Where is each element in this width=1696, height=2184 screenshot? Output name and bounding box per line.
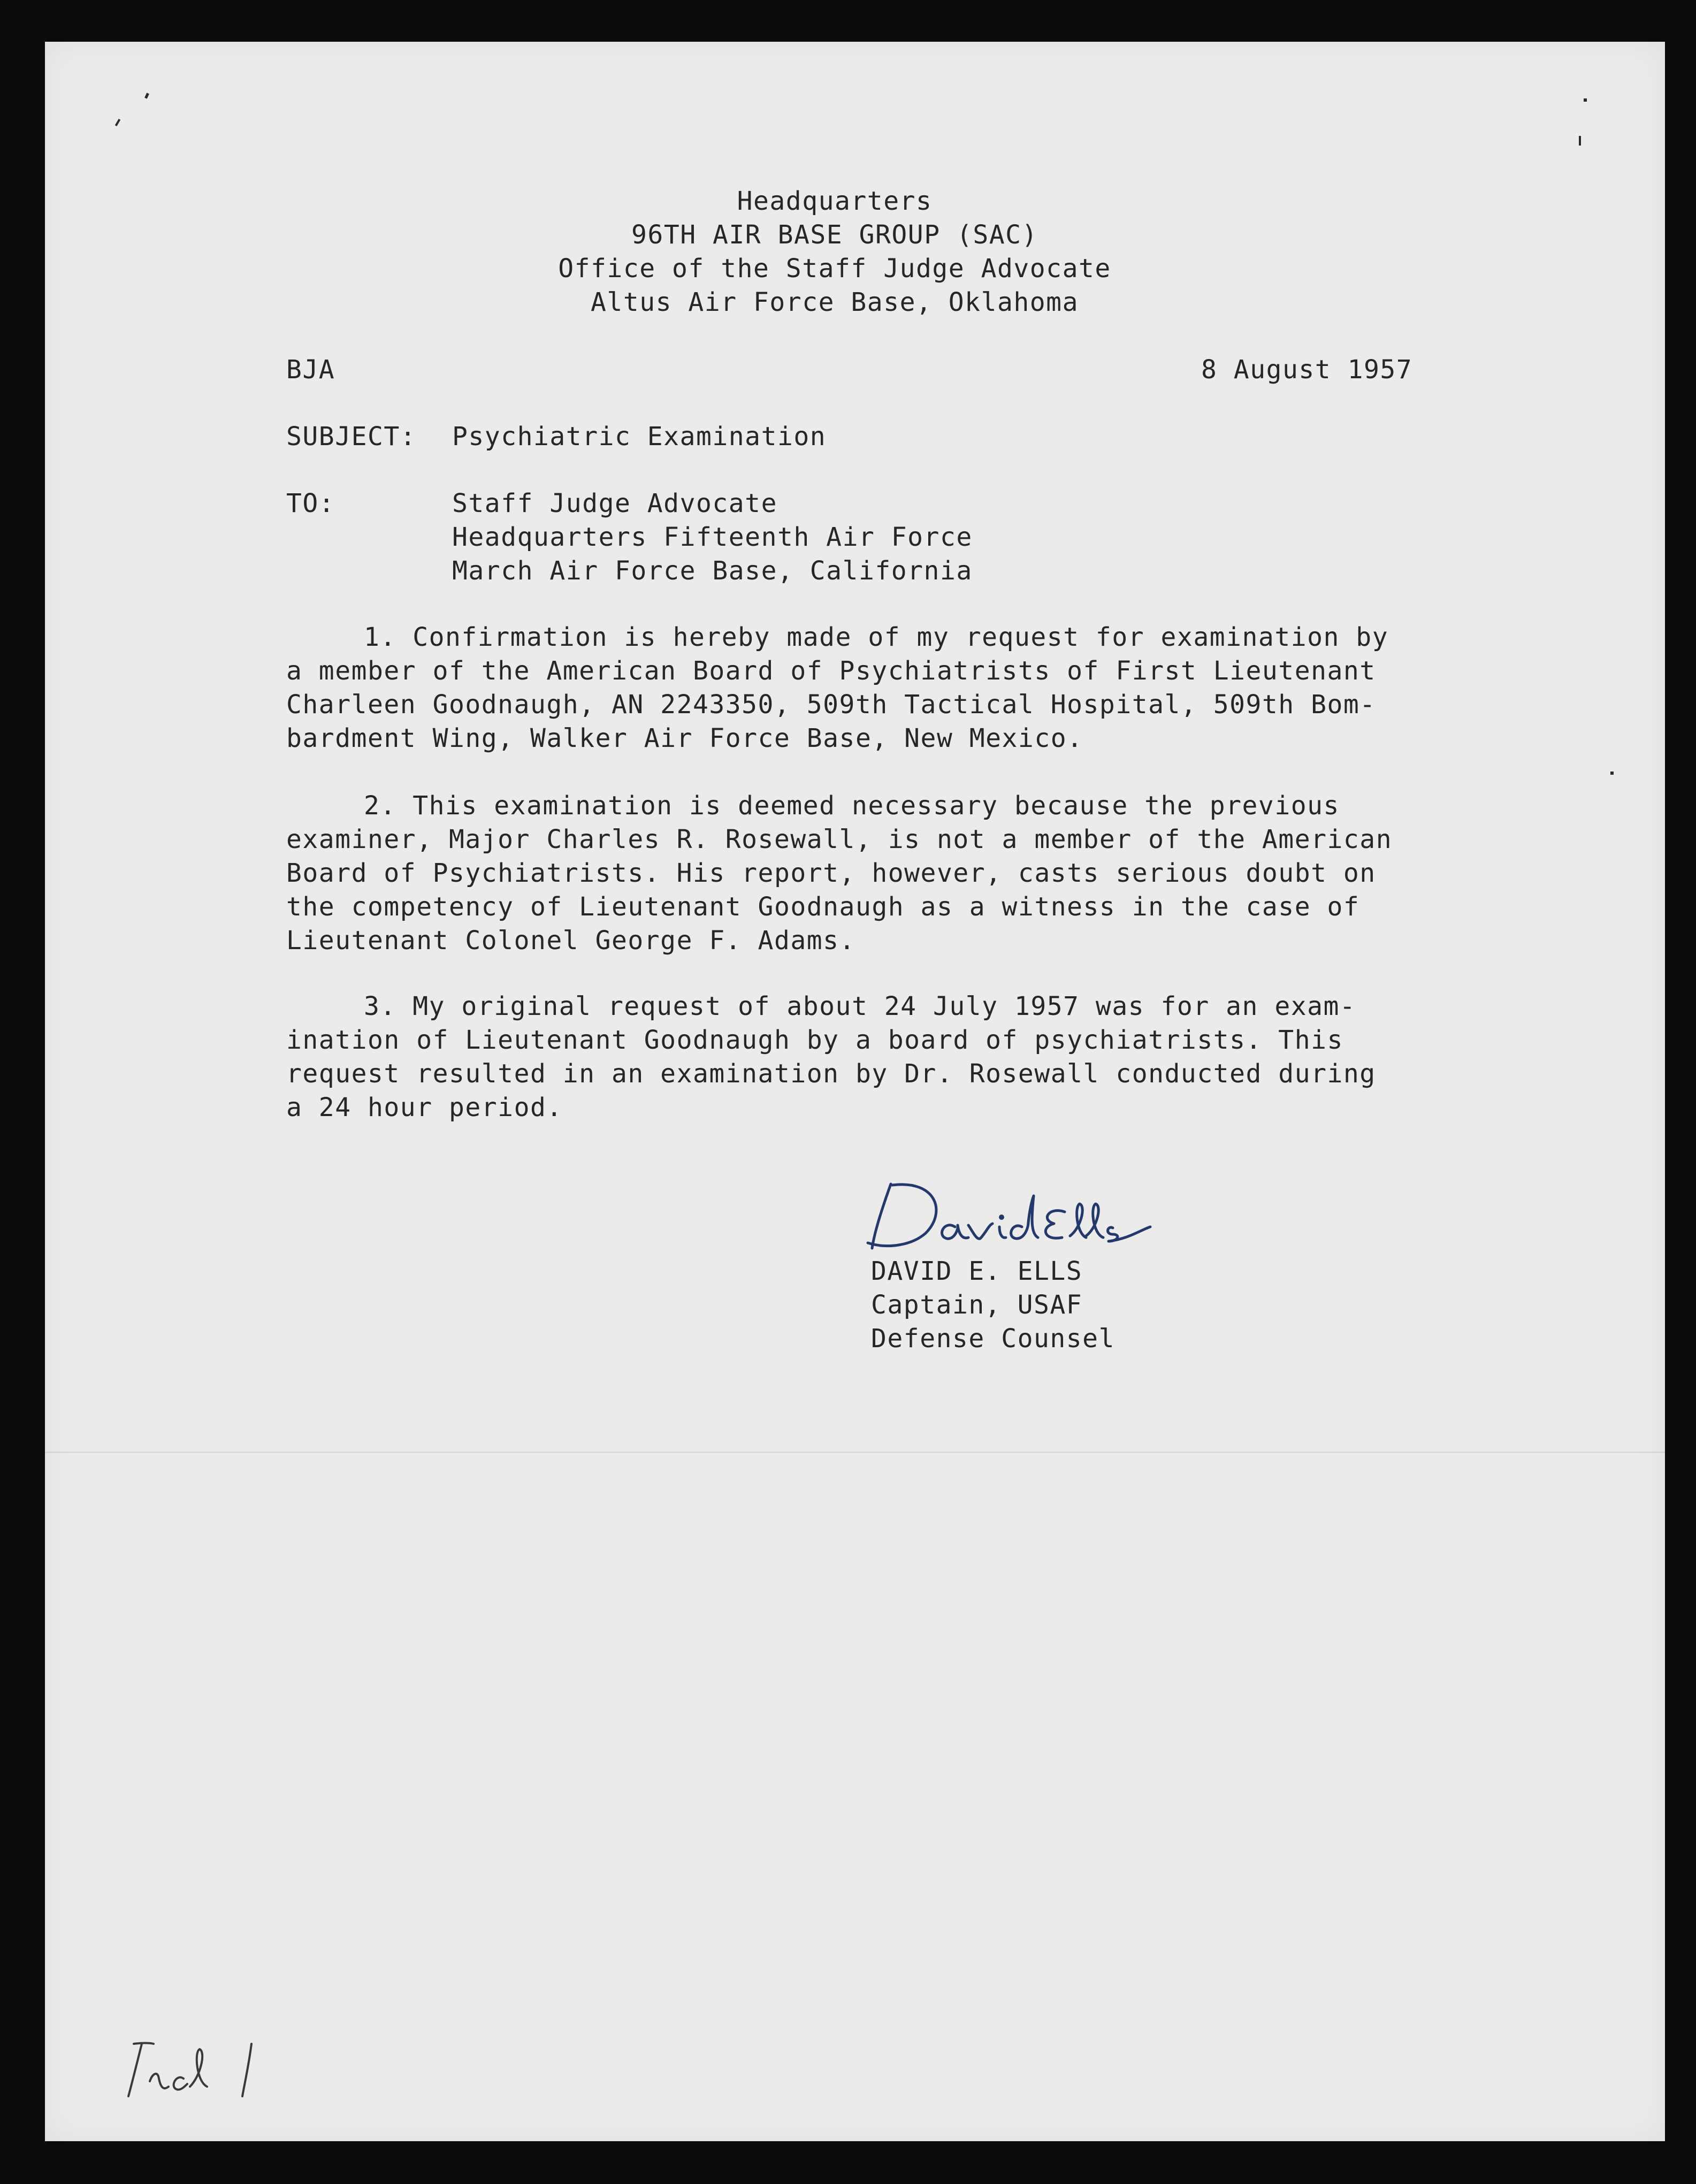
- signer-name: DAVID E. ELLS: [871, 1256, 1083, 1286]
- signature-block: [871, 1255, 1115, 1356]
- to-label: TO:: [286, 488, 335, 518]
- paragraph-1: [286, 621, 1388, 755]
- to-address-line: Staff Judge Advocate: [452, 488, 777, 518]
- paragraph-line: the competency of Lieutenant Goodnaugh as a witness in the case of: [286, 892, 1360, 922]
- corner-mark-right: [1584, 98, 1587, 102]
- signer-rank: Captain, USAF: [871, 1290, 1083, 1320]
- paragraph-line: 2. This examination is deemed necessary because the previous: [364, 791, 1340, 821]
- paragraph-line: request resulted in an examination by Dr. Rosewall conducted during: [286, 1059, 1376, 1089]
- paragraph-line: bardment Wing, Walker Air Force Base, New Mexico.: [286, 723, 1083, 753]
- paragraph-line: Lieutenant Colonel George F. Adams.: [286, 926, 855, 956]
- margin-dot: [1610, 772, 1614, 775]
- paragraph-2: [286, 789, 1392, 958]
- to-address-line: March Air Force Base, California: [452, 556, 973, 586]
- to-address-line: Headquarters Fifteenth Air Force: [452, 522, 973, 552]
- paragraph-line: ination of Lieutenant Goodnaugh by a board of psychiatrists. This: [286, 1025, 1343, 1055]
- letterhead-line-2: 96TH AIR BASE GROUP (SAC): [631, 220, 1038, 250]
- subject-text: Psychiatric Examination: [452, 422, 827, 452]
- corner-mark-right-lower: [1579, 136, 1581, 146]
- letterhead-line-4: Altus Air Force Base, Oklahoma: [591, 287, 1079, 317]
- page-fold: [45, 1452, 1665, 1453]
- paragraph-line: Charleen Goodnaugh, AN 2243350, 509th Tactical Hospital, 509th Bom-: [286, 690, 1376, 720]
- signer-position: Defense Counsel: [871, 1324, 1115, 1354]
- to-address: [452, 487, 973, 588]
- letterhead-line-3: Office of the Staff Judge Advocate: [558, 254, 1111, 284]
- letterhead-line-1: Headquarters: [737, 186, 933, 216]
- letterhead: [460, 185, 1209, 319]
- paragraph-line: a member of the American Board of Psychiatrists of First Lieutenant: [286, 656, 1376, 686]
- subject-label: SUBJECT:: [286, 422, 417, 452]
- paragraph-line: 1. Confirmation is hereby made of my request for examination by: [364, 622, 1389, 652]
- reference-code: BJA: [286, 355, 335, 385]
- enclosure-note-scrawl: [120, 2028, 281, 2103]
- paragraph-line: examiner, Major Charles R. Rosewall, is not a member of the American: [286, 824, 1393, 854]
- paragraph-3: [286, 990, 1376, 1125]
- paragraph-line: a 24 hour period.: [286, 1093, 563, 1122]
- letter-date: 8 August 1957: [1201, 355, 1413, 385]
- signature-scrawl: [861, 1174, 1321, 1255]
- paragraph-line: 3. My original request of about 24 July 1957 was for an exam-: [364, 991, 1356, 1021]
- paragraph-line: Board of Psychiatrists. His report, however, casts serious doubt on: [286, 858, 1376, 888]
